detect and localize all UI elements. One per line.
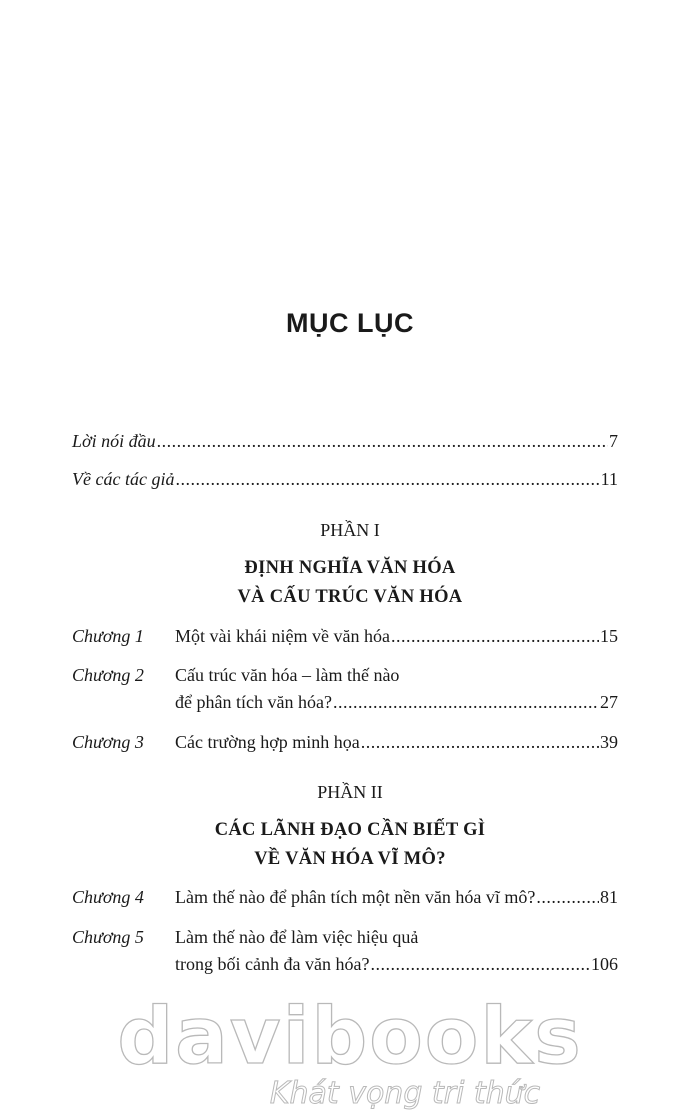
chapter-title: Làm thế nào để làm việc hiệu quả	[175, 927, 419, 947]
dot-leader	[370, 953, 590, 975]
part-heading-line: VỀ VĂN HÓA VĨ MÔ?	[254, 849, 446, 869]
dot-leader	[361, 731, 599, 753]
toc-chapter-4	[72, 886, 618, 908]
toc-chapter-1	[72, 625, 618, 647]
dot-leader	[157, 430, 608, 452]
dot-leader	[333, 691, 599, 713]
page-title: MỤC LỤC	[286, 308, 414, 338]
chapter-title: Các trường hợp minh họa	[175, 732, 360, 752]
chapter-label: Chương 2	[72, 665, 144, 685]
part-heading	[0, 554, 700, 612]
chapter-title: Cấu trúc văn hóa – làm thế nào	[175, 665, 400, 685]
dot-leader	[175, 468, 599, 490]
chapter-title: trong bối cảnh đa văn hóa?	[175, 954, 370, 974]
part-label: PHẦN II	[317, 782, 383, 802]
toc-page-number: 15	[600, 626, 618, 646]
toc-entry-label: Lời nói đầu	[72, 431, 156, 451]
chapter-title: Làm thế nào để phân tích một nền văn hóa vĩ mô?	[175, 887, 536, 907]
toc-page-number: 27	[600, 692, 618, 712]
chapter-title: để phân tích văn hóa?	[175, 692, 332, 712]
chapter-label: Chương 4	[72, 887, 144, 907]
chapter-title: Một vài khái niệm về văn hóa	[175, 626, 390, 646]
chapter-label: Chương 3	[72, 732, 144, 752]
toc-chapter-2	[72, 664, 618, 714]
part-label: PHẦN I	[320, 520, 380, 540]
toc-chapter-5	[72, 926, 618, 976]
toc-page-number: 7	[609, 431, 618, 451]
chapter-label: Chương 5	[72, 927, 144, 947]
chapter-label: Chương 1	[72, 626, 144, 646]
part-heading-line: VÀ CẤU TRÚC VĂN HÓA	[237, 587, 463, 607]
watermark-brand: davibooks	[117, 992, 583, 1082]
part-heading	[0, 816, 700, 874]
part-heading-line: CÁC LÃNH ĐẠO CẦN BIẾT GÌ	[214, 820, 486, 840]
toc-page-number: 11	[600, 469, 618, 489]
dot-leader	[391, 625, 599, 647]
toc-page-number: 106	[591, 954, 618, 974]
toc-entry-authors	[72, 468, 618, 490]
toc-page-number: 39	[600, 732, 618, 752]
toc-entry-preface	[72, 430, 618, 452]
watermark-tagline: Khát vọng tri thức	[269, 1076, 541, 1111]
toc-chapter-3	[72, 731, 618, 753]
dot-leader	[536, 886, 599, 908]
toc-entry-label: Về các tác giả	[72, 469, 175, 489]
part-heading-line: ĐỊNH NGHĨA VĂN HÓA	[244, 558, 456, 578]
toc-page-number: 81	[600, 887, 618, 907]
